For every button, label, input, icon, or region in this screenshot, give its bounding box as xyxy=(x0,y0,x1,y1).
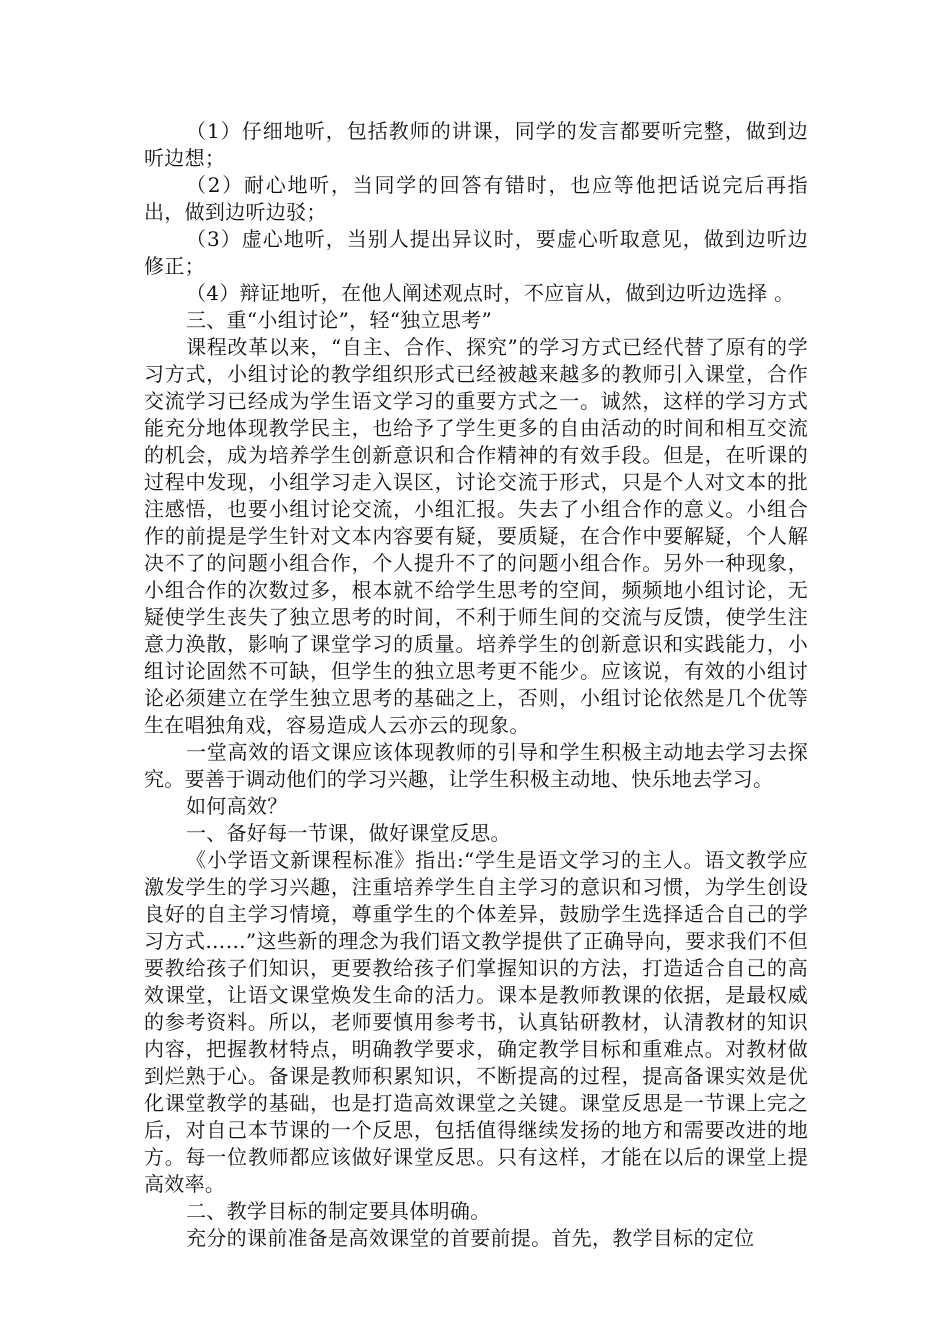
section-heading-3: 三、重“小组讨论”，轻“独立思考” xyxy=(186,308,492,332)
listen-item-4: （4）辩证地听，在他人阐述观点时，不应盲从，做到边听边选择 。 xyxy=(186,281,795,305)
curriculum-standard-paragraph: 《小学语文新课程标准》指出:“学生是语文学习的主人。语文教学应激发学生的学习兴趣，注重培养学生自主学习的意识和习惯，为学生创设良好的自主学习情境，尊重学生的个体差异，鼓励学生选择适合自己的学习方式……”这些新的理念为我们语文教学提供了正确导向，要求我们不但要教给孩子们知识，更要教给孩子们掌握知识的方法，打造适合自己的高效课堂，让语文课堂焕发生命的活力。课本是教师教课的依据，是最权威的参考资料。所以，老师要慎用参考书，认真钻研教材，认清教材的知识内容，把握教材特点，明确教学要求，确定教学目标和重难点。对教材做到烂熟于心。备课是教师积累知识，不断提高的过程，提高备课实效是优化课堂教学的基础，也是打造高效课堂之关键。课堂反思是一节课上完之后，对自己本节课的一个反思，包括值得继续发扬的地方和需要改进的地方。每一位教师都应该做好课堂反思。只有这样，才能在以后的课堂上提高效率。 xyxy=(144,848,808,1196)
how-efficient-heading: 如何高效？ xyxy=(186,794,288,818)
listen-item-3: （3）虚心地听，当别人提出异议时，要虚心听取意见，做到边听边修正； xyxy=(144,227,808,278)
preparation-paragraph: 充分的课前准备是高效课堂的首要前提。首先，教学目标的定位 xyxy=(186,1226,755,1250)
document-page xyxy=(144,118,808,1252)
listen-item-2: （2）耐心地听，当同学的回答有错时，也应等他把话说完后再指出，做到边听边驳； xyxy=(144,173,808,224)
efficient-class-paragraph: 一堂高效的语文课应该体现教师的引导和学生积极主动地去学习去探究。要善于调动他们的学习兴趣，让学生积极主动地、快乐地去学习。 xyxy=(144,740,808,791)
listen-item-1: （1）仔细地听，包括教师的讲课，同学的发言都要听完整，做到边听边想； xyxy=(144,119,808,170)
group-discussion-paragraph: 课程改革以来，“自主、合作、探究”的学习方式已经代替了原有的学习方式，小组讨论的教学组织形式已经被越来越多的教师引入课堂，合作交流学习已经成为学生语文学习的重要方式之一。诚然，这样的学习方式能充分地体现教学民主，也给予了学生更多的自由活动的时间和相互交流的机会，成为培养学生创新意识和合作精神的有效手段。但是，在听课的过程中发现，小组学习走入误区，讨论交流于形式，只是个人对文本的批注感悟，也要小组讨论交流，小组汇报。失去了小组合作的意义。小组合作的前提是学生针对文本内容要有疑，要质疑，在合作中要解疑，个人解决不了的问题小组合作，个人提升不了的问题小组合作。另外一种现象，小组合作的次数过多，根本就不给学生思考的空间，频频地小组讨论，无疑使学生丧失了独立思考的时间，不利于师生间的交流与反馈，使学生注意力涣散，影响了课堂学习的质量。培养学生的创新意识和实践能力，小组讨论固然不可缺，但学生的独立思考更不能少。应该说，有效的小组讨论必须建立在学生独立思考的基础之上，否则，小组讨论依然是几个优等生在唱独角戏，容易造成人云亦云的现象。 xyxy=(144,335,808,737)
section-heading-2: 二、教学目标的制定要具体明确。 xyxy=(186,1199,491,1223)
section-heading-1: 一、备好每一节课，做好课堂反思。 xyxy=(186,821,511,845)
